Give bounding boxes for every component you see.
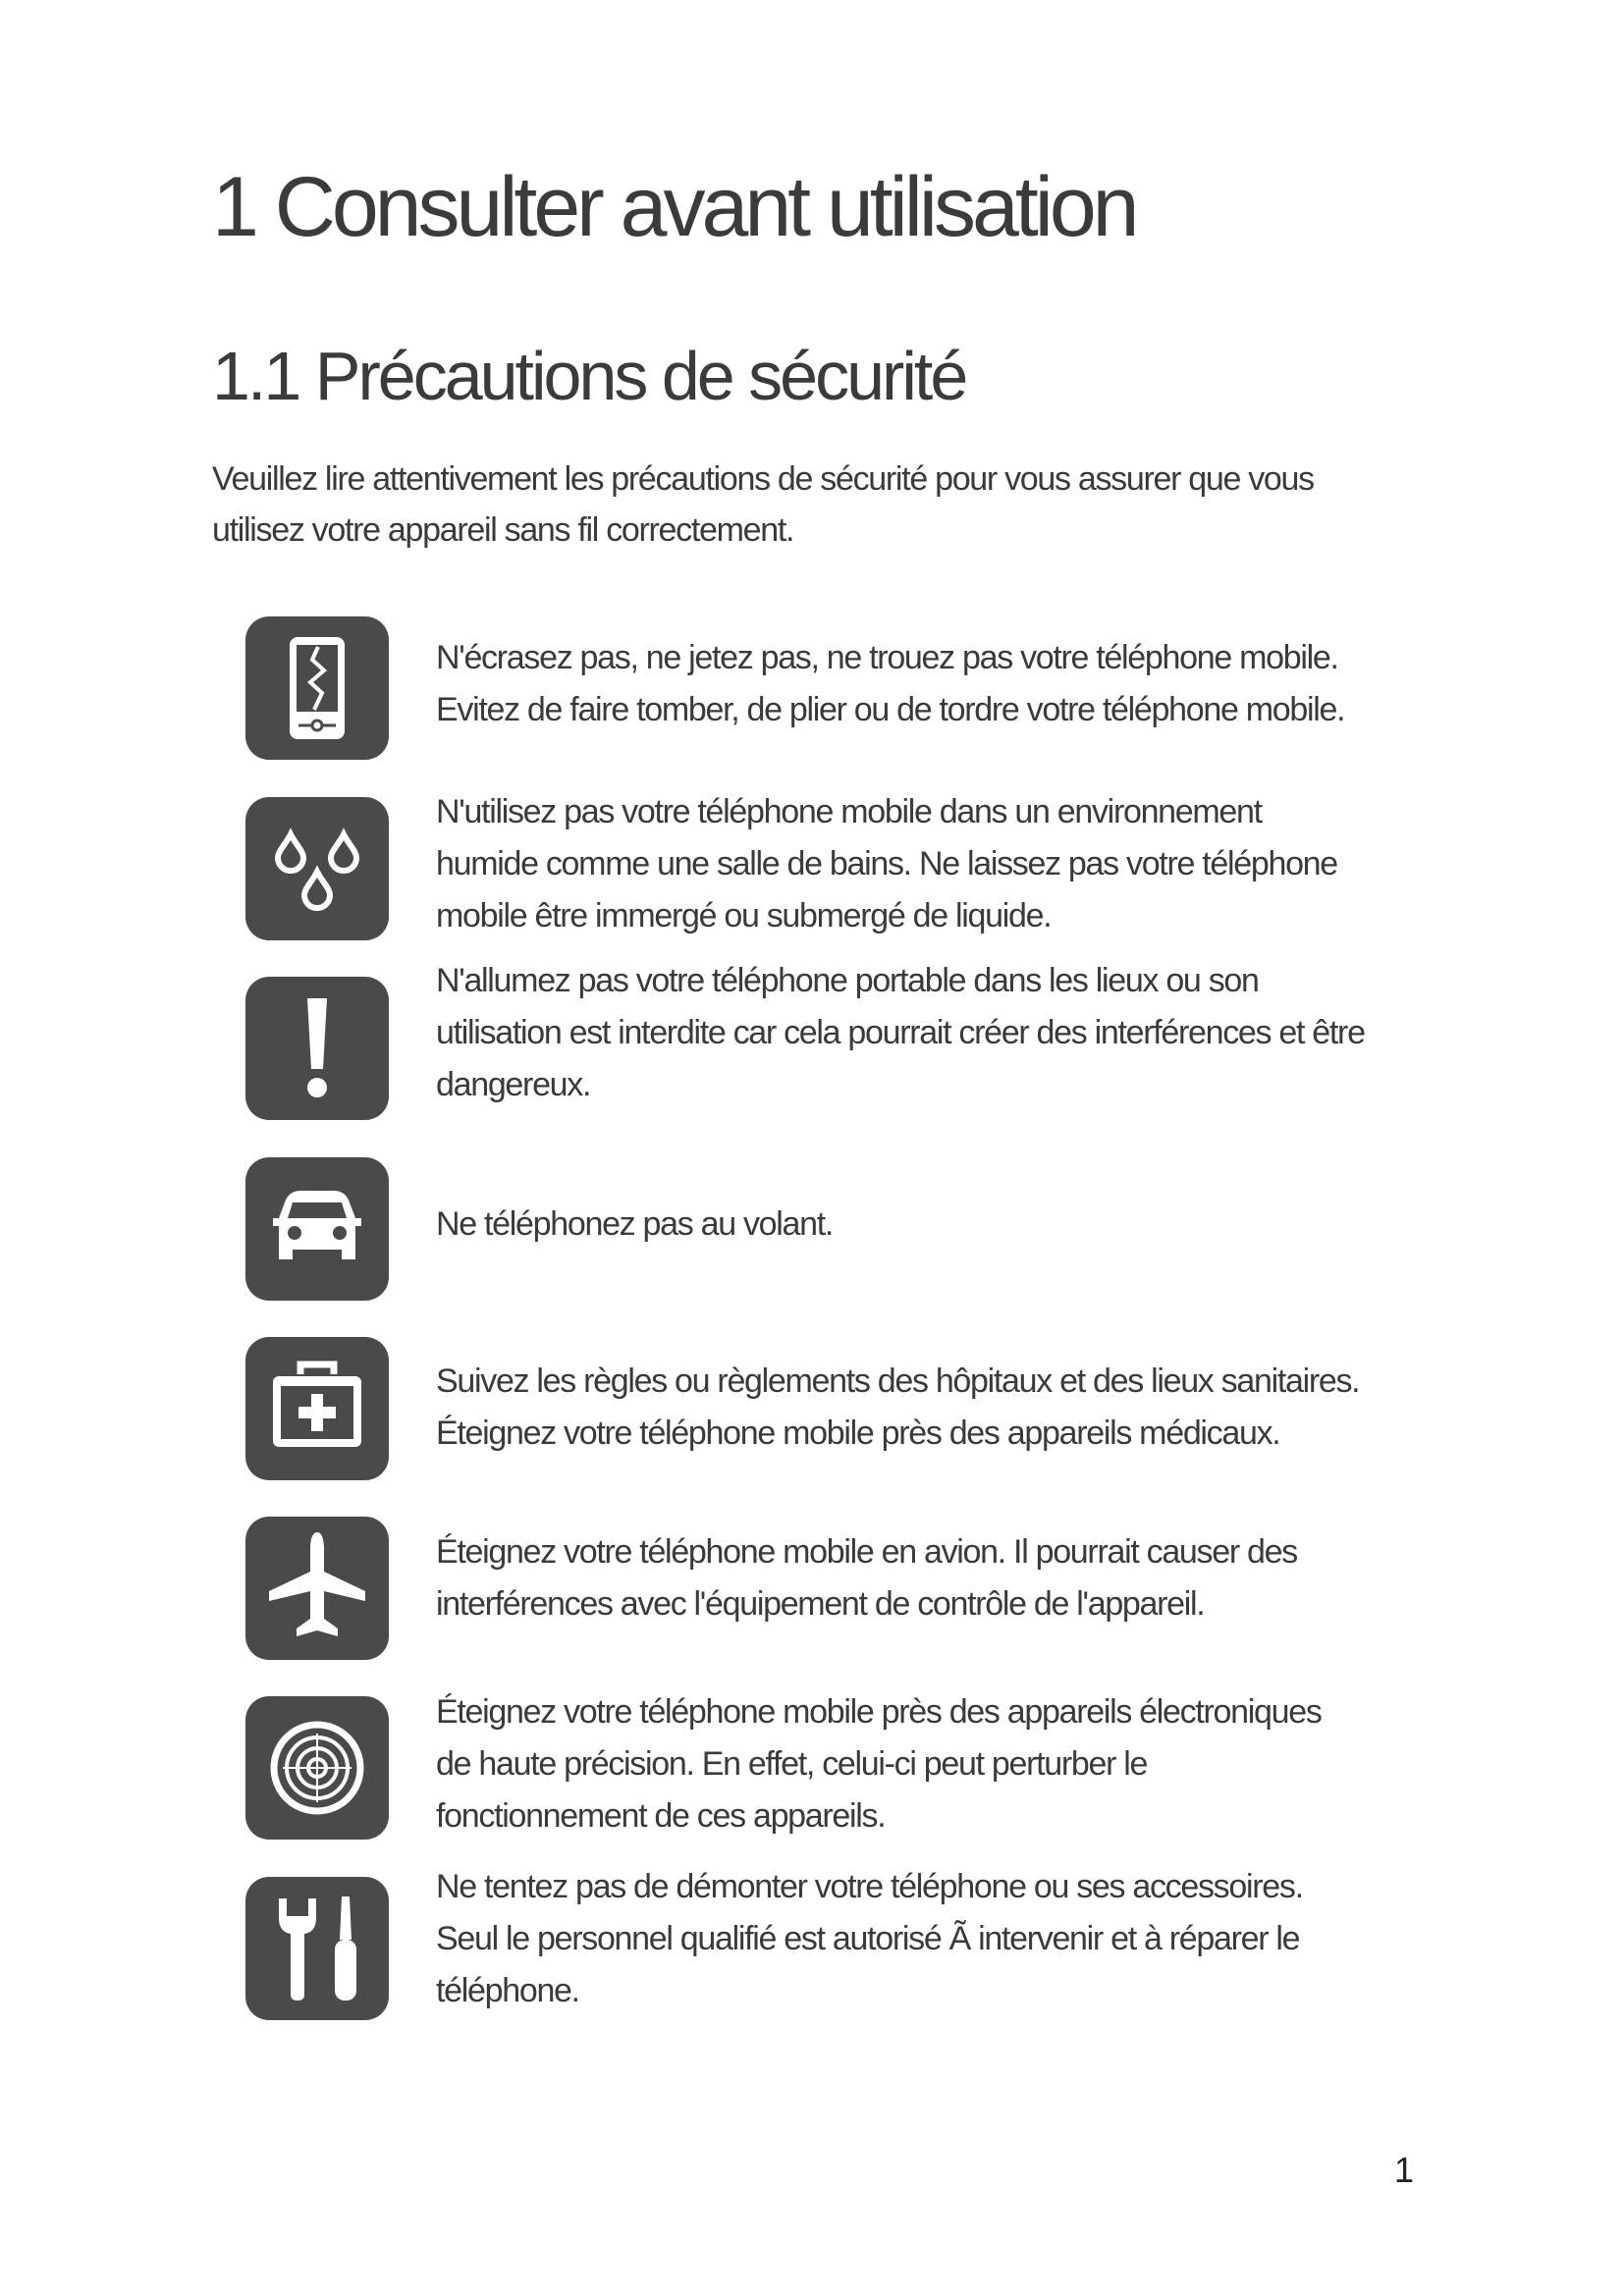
chapter-title: 1 Consulter avant utilisation: [212, 160, 1136, 254]
precaution-line: N'allumez pas votre téléphone portable dans les lieux ou son: [436, 962, 1259, 999]
precaution-line: Ne tentez pas de démonter votre téléphone ou ses accessoires.: [436, 1868, 1303, 1905]
precaution-text: [436, 1526, 1624, 1630]
intro-paragraph: [212, 454, 1439, 556]
intro-line: Veuillez lire attentivement les précautions de sécurité pour vous assurer que vous: [212, 460, 1314, 498]
precaution-line: téléphone.: [436, 1972, 579, 2009]
precaution-line: utilisation est interdite car cela pourrait créer des interférences et être: [436, 1014, 1365, 1051]
precaution-line: mobile être immergé ou submergé de liquide.: [436, 897, 1052, 934]
precaution-line: N'écrasez pas, ne jetez pas, ne trouez pas votre téléphone mobile.: [436, 639, 1338, 676]
airplane-icon: [244, 1515, 391, 1662]
intro-line: utilisez votre appareil sans fil correctement.: [212, 511, 794, 549]
precaution-text: [436, 1686, 1624, 1842]
precaution-line: Ne téléphonez pas au volant.: [436, 1205, 834, 1243]
precaution-line: Seul le personnel qualifié est autorisé Ã intervenir et à réparer le: [436, 1920, 1300, 1957]
precaution-line: de haute précision. En effet, celui-ci peut perturber le: [436, 1745, 1148, 1783]
precaution-text: [436, 1861, 1624, 2017]
precaution-text: [436, 632, 1624, 736]
section-title: 1.1 Précautions de sécurité: [212, 338, 966, 414]
precaution-line: Suivez les règles ou règlements des hôpitaux et des lieux sanitaires.: [436, 1362, 1360, 1400]
precaution-line: fonctionnement de ces appareils.: [436, 1797, 886, 1835]
precaution-text: [436, 1356, 1624, 1460]
precaution-text: [436, 786, 1624, 942]
exclamation-icon: [244, 975, 391, 1122]
target-icon: [244, 1694, 391, 1842]
precaution-line: N'utilisez pas votre téléphone mobile dans un environnement: [436, 793, 1262, 830]
precaution-line: Evitez de faire tomber, de plier ou de tordre votre téléphone mobile.: [436, 691, 1345, 728]
precaution-line: Éteignez votre téléphone mobile en avion. Il pourrait causer des: [436, 1533, 1297, 1571]
page-number: 1: [1394, 2150, 1415, 2190]
precaution-line: Éteignez votre téléphone mobile près des appareils médicaux.: [436, 1415, 1280, 1452]
precaution-line: interférences avec l'équipement de contrôle de l'appareil.: [436, 1585, 1205, 1623]
precaution-text: [436, 955, 1624, 1111]
tools-icon: [244, 1875, 391, 2022]
precaution-line: Éteignez votre téléphone mobile près des appareils électroniques: [436, 1693, 1322, 1731]
precaution-text: [436, 1199, 1624, 1251]
precaution-line: humide comme une salle de bains. Ne laissez pas votre téléphone: [436, 845, 1337, 882]
precaution-line: dangereux.: [436, 1066, 591, 1103]
water-drops-icon: [244, 795, 391, 942]
medical-kit-icon: [244, 1335, 391, 1482]
car-icon: [244, 1155, 391, 1303]
broken-phone-icon: [244, 614, 391, 762]
